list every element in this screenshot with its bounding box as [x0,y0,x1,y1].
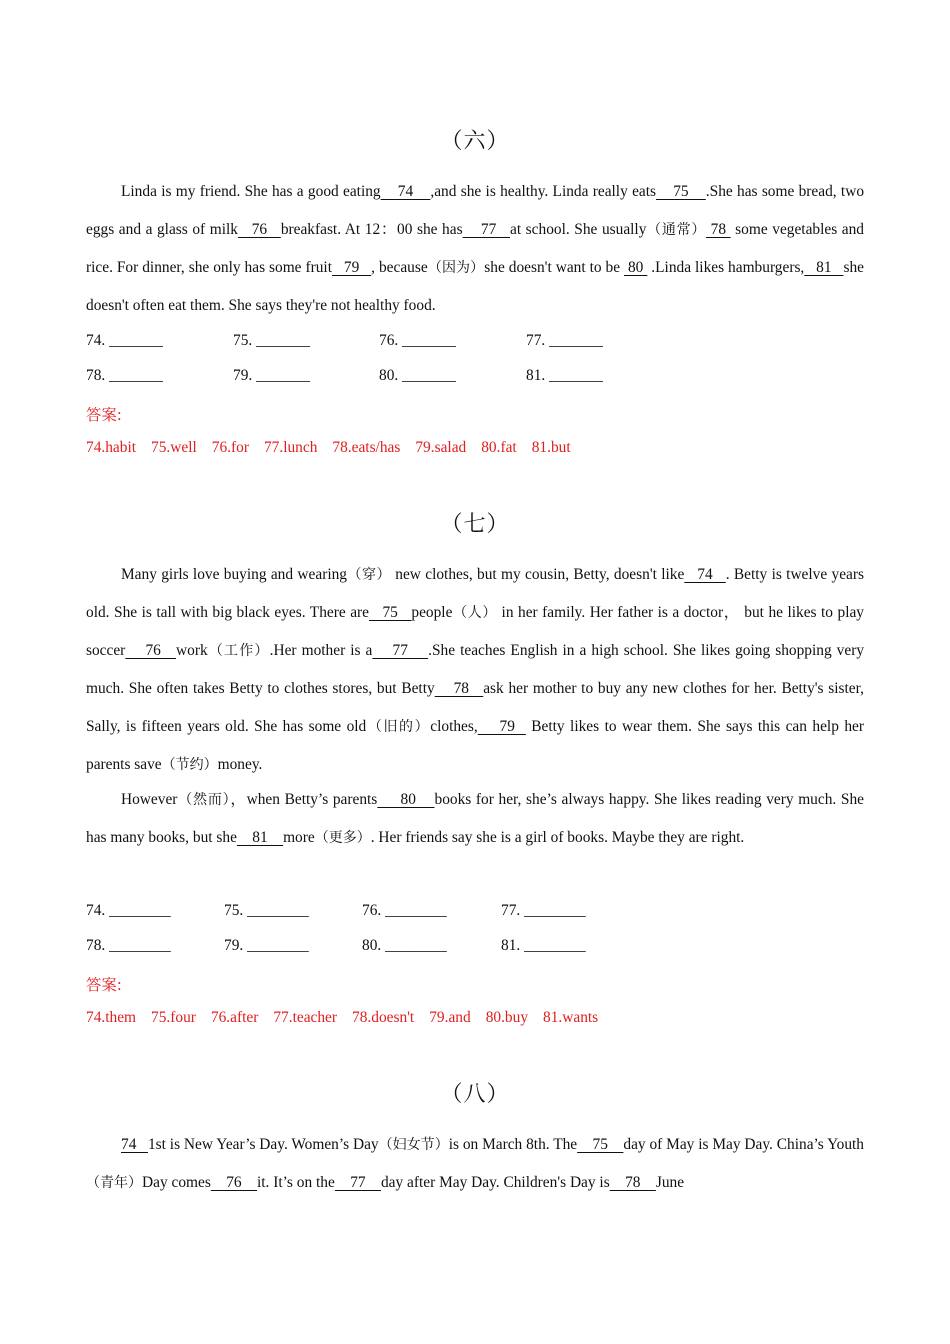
answer-key-item: 78.doesn't [352,1009,415,1026]
answer-key-item: 74.them [86,1009,137,1026]
passage-text: Linda is my friend. She has a good eating [121,183,381,200]
blank-number: 79 [477,718,526,735]
blank-number: 76 [210,1174,257,1191]
blank-number: 75 [656,183,706,200]
answer-key-item: 80.buy [485,1009,529,1026]
passage-text: , because [371,259,428,276]
passage-text: 00 she has [397,221,463,238]
blank-number: 79 [331,259,372,276]
answer-slot: 75. ________ [224,902,309,919]
passage-7-paragraph-1 [86,556,864,784]
blank-number: 81 [236,829,284,846]
blank-number: 75 [368,604,412,621]
passage-text: books for her, she’s always happy. She likes reading very much. She has many books, but she [86,791,864,846]
passage-text: .She teaches English in a high school. She likes going shopping very much. She often takes Betty to clothes stores, but Betty [86,642,865,697]
passage-text: 1st is New Year’s Day. Women’s Day [147,1136,379,1153]
passage-text: ，when Betty’s parents [230,791,378,808]
answer-slot: 78. ________ [86,937,171,954]
blank-number: 80 [377,791,435,808]
answer-slot: 80. ________ [362,937,447,954]
blank-number: 78 [706,221,731,238]
answer-slot: 77. _______ [526,332,603,349]
passage-text: .She has some bread, two eggs and a glass of milk [86,183,865,238]
answer-slot: 74. ________ [86,902,171,919]
chinese-gloss: （妇女节） [378,1137,449,1153]
answer-key-item: 81.but [531,439,571,456]
answer-slot: 77. ________ [501,902,586,919]
passage-text: ask her mother to buy any new clothes for her. Betty's sister, Sally, is fifteen years old. She has some old [86,680,864,735]
passage-text: more [283,829,315,846]
section-title-7: （七） [440,512,510,537]
answer-key-item: 76.after [210,1009,259,1026]
passage-text: .Linda likes hamburgers, [647,259,805,276]
answer-slot: 76. _______ [379,332,456,349]
answer-label: 答案: [86,976,122,994]
answer-key-item: 75.well [151,439,197,456]
passage-text: new clothes, but my cousin, Betty, doesn't like [390,566,685,583]
blank-number: 78 [434,680,484,697]
chinese-gloss: （青年） [86,1175,142,1191]
answer-label: 答案: [86,406,122,424]
chinese-gloss: （穿） [346,567,391,583]
answer-key-item: 78.eats/has [332,439,401,456]
passage-text: day of May is May Day. China’s Youth [623,1136,865,1153]
passage-text: June [655,1174,685,1191]
answer-slot: 75. _______ [233,332,310,349]
blank-number: 78 [609,1174,656,1191]
answer-key-6 [86,439,586,457]
answer-slot: 76. ________ [362,902,447,919]
answer-key-item: 80.fat [481,439,517,456]
passage-text: she doesn't want to be [484,259,625,276]
blank-number: 77 [462,221,510,238]
section-title-8: （八） [440,1082,510,1107]
answer-slot: 81. ________ [501,937,586,954]
passage-6-paragraph [86,173,864,325]
answer-key-item: 75.four [151,1009,196,1026]
chinese-gloss: （更多） [314,830,371,846]
blank-number: 81 [804,259,844,276]
passage-text: . Her friends say she is a girl of books. Maybe they are right. [370,829,745,846]
answer-key-item: 77.lunch [263,439,318,456]
passage-text: at school. She usually [510,221,647,238]
passage-8-paragraph [86,1126,864,1202]
answer-key-item: 81.wants [543,1009,599,1026]
blank-number: 77 [334,1174,381,1191]
passage-text: clothes, [430,718,478,735]
answer-slot: 78. _______ [86,367,163,384]
blank-number: 76 [125,642,177,659]
passage-text: people [411,604,453,621]
answer-key-item: 79.salad [415,439,467,456]
passage-text: work [176,642,208,659]
answer-slot: 79. ________ [224,937,309,954]
blank-number: 74 [380,183,431,200]
answer-slot: 80. _______ [379,367,456,384]
answer-key-item: 79.and [429,1009,471,1026]
answer-key-item: 74.habit [86,439,137,456]
passage-text: some vegetables and rice. For dinner, she only has some fruit [86,221,864,276]
chinese-gloss: （工作） [207,643,270,659]
blank-number: 74 [684,566,726,583]
passage-text: she doesn't often eat them. She says they're not healthy food. [86,259,864,314]
passage-text: Day comes [142,1174,211,1191]
section-title-6: （六） [440,129,510,154]
answer-key-item: 76.for [211,439,249,456]
passage-text: ,and she is healthy. Linda really eats [430,183,657,200]
passage-text: day after May Day. Children's Day is [380,1174,610,1191]
passage-text: is on March 8th. The [448,1136,578,1153]
answer-slot: 79. _______ [233,367,310,384]
passage-text: .Her mother is a [269,642,373,659]
passage-text: Many girls love buying and wearing [121,566,347,583]
blank-number: 76 [237,221,281,238]
passage-text: it. It’s on the [256,1174,335,1191]
chinese-gloss: （然而） [177,792,231,808]
chinese-gloss: （通常） [646,222,707,238]
blank-number: 75 [577,1136,624,1153]
answer-slot: 81. _______ [526,367,603,384]
chinese-gloss: （旧的） [366,719,431,735]
chinese-gloss: （因为） [427,260,485,276]
passage-text: money. [217,756,263,773]
answer-key-item: 77.teacher [273,1009,338,1026]
chinese-gloss: （节约） [161,757,218,773]
blank-number: 74 [121,1136,148,1153]
chinese-gloss: （人） [452,605,498,621]
passage-text: Betty likes to wear them. She says this can help her parents save [86,718,864,773]
passage-text: in her family. Her father is a doctor， but he likes to play soccer [86,604,865,659]
passage-text: . Betty is twelve years old. She is tall with big black eyes. There are [86,566,864,621]
answer-slot: 74. _______ [86,332,163,349]
passage-text: However [121,791,178,808]
blank-number: 80 [624,259,648,276]
passage-7-paragraph-2 [86,781,864,857]
blank-number: 77 [372,642,429,659]
answer-key-7 [86,1009,613,1027]
passage-text: breakfast. At 12： [280,221,397,238]
